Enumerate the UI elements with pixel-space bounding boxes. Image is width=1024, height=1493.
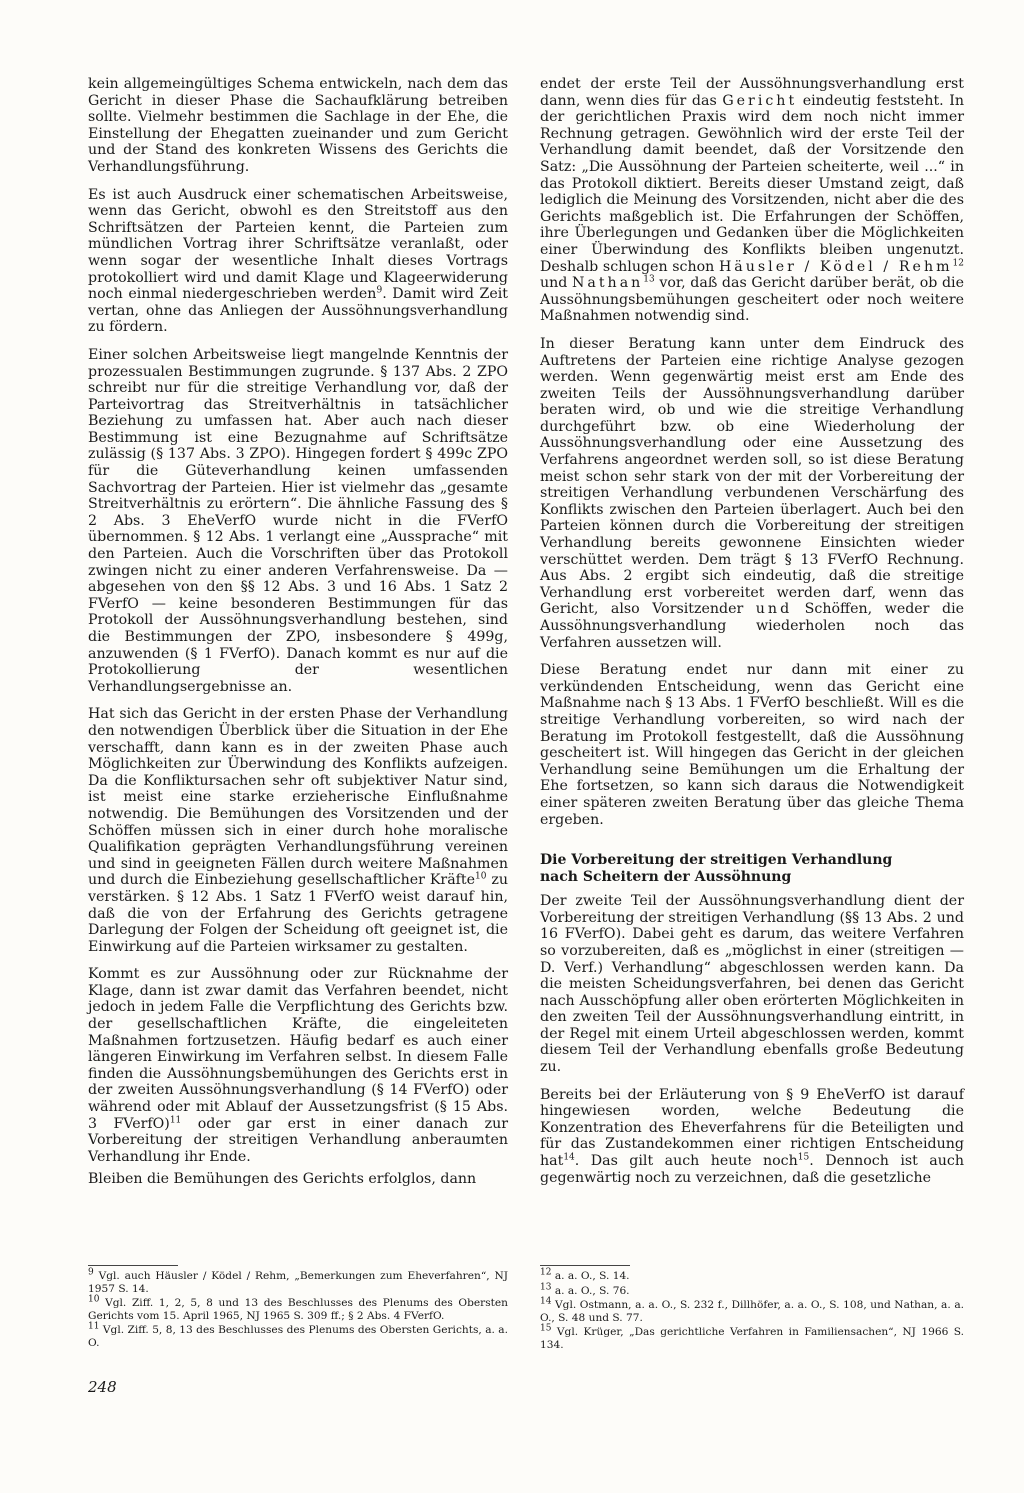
footnote-divider (540, 1265, 630, 1266)
paragraph: Hat sich das Gericht in der ersten Phase der Verhandlung den notwendigen Überblick über die Situation in der Ehe verschafft, dann kann es in der zweiten Phase auch Möglichkeiten zur Überwindung des Konflikts aufzeigen. Da die Konfliktursachen sehr oft subjektiver Natur sind, ist meist eine starke erzieherische Einflußnahme notwendig. Die Bemühungen des Vorsitzenden und der Schöffen müssen sich in einer durch hohe moralische Qualifikation geprägten Verhandlungsführung vereinen und sind in geeigneten Fällen durch weitere Maßnahmen und durch die Einbeziehung gesellschaftlicher Kräfte$^{10}$ zu verstärken. § 12 Abs. 1 Satz 1 FVerfO weist darauf hin, daß die von der Erfahrung des Gerichts getragene Darlegung der Folgen der Scheidung oft geeignet ist, die Einwirkung auf die Parteien wirksamer zu gestalten. (88, 706, 509, 955)
footnote-ref[interactable]: 15 (797, 1152, 810, 1163)
footnote: $^9$ Vgl. auch Häusler / Ködel / Rehm, „Bemerkungen zum Eheverfahren“, NJ 1957 S. 14. (88, 1267, 508, 1295)
footnote-ref[interactable]: 12 (952, 257, 964, 268)
paragraph: Bereits bei der Erläuterung von § 9 EheVerfO ist darauf hingewiesen worden, welche Bedeutung die Konzentration des Eheverfahrens für die Beteiligten und für das Zustandekommen einer richtigen Entscheidung hat$^{14}$. Das gilt auch heute noch$^{15}$. Dennoch ist auch gegenwärtig noch zu verzeichnen, daß die gesetzliche (540, 1086, 964, 1186)
footnote: $^{11}$ Vgl. Ziff. 5, 8, 13 des Beschlusses des Plenums des Obersten Gerichts, a. a. O. (88, 1321, 508, 1349)
footnotes-left (88, 1267, 508, 1352)
footnotes-right (540, 1267, 964, 1354)
paragraph: Diese Beratung endet nur dann mit einer zu verkündenden Entscheidung, wenn das Gericht eine Maßnahme nach § 13 Abs. 1 FVerfO beschließt. Will es die streitige Verhandlung vorbereiten, so wird nach der Beratung im Protokoll festgestellt, daß die Aussöhnung gescheitert ist. Will hingegen das Gericht in der gleichen Verhandlung seine Bemühungen um die Erhaltung der Ehe fortsetzen, so kann sich daraus die Notwendigkeit einer späteren zweiten Beratung über das gleiche Thema ergeben. (540, 662, 964, 828)
paragraph: kein allgemeingültiges Schema entwickeln, nach dem das Gericht in dieser Phase die Sachaufklärung betreiben sollte. Vielmehr bestimmen die Sachlage in der Ehe, die Einstellung der Ehegatten zueinander und zum Gericht und der Stand des konkreten Wissens des Gerichts die Verhandlungsführung. (88, 76, 508, 175)
paragraph: Es ist auch Ausdruck einer schematischen Arbeitsweise, wenn das Gericht, obwohl es den Streitstoff aus den Schriftsätzen der Parteien kennt, die Parteien zum mündlichen Vortrag ihrer Schriftsätze veranlaßt, oder wenn sogar der wesentliche Inhalt dieses Vortrags protokolliert wird und damit Klage und Klageerwiderung noch einmal niedergeschrieben werden$^9$. Damit wird Zeit vertan, ohne das Anliegen der Aussöhnungsverhandlung zu fördern. (88, 186, 508, 336)
footnote: $^{14}$ Vgl. Ostmann, a. a. O., S. 232 f., Dillhöfer, a. a. O., S. 108, und Nathan, a. a. O., S. 48 und S. 77. (540, 1296, 964, 1324)
right-column (540, 76, 964, 1197)
footnote-ref[interactable]: 13 (643, 274, 655, 285)
footnote: $^{10}$ Vgl. Ziff. 1, 2, 5, 8 und 13 des Beschlusses des Plenums des Obersten Gerichts vom 15. April 1965, NJ 1965 S. 309 ff.; § 2 Abs. 4 FVerfO. (88, 1294, 508, 1322)
section-heading: Die Vorbereitung der streitigen Verhandlung nach Scheitern der Aussöhnung (540, 852, 893, 886)
footnote-divider (88, 1265, 178, 1266)
paragraph: Einer solchen Arbeitsweise liegt mangelnde Kenntnis der prozessualen Bestimmungen zugrunde. § 137 Abs. 2 ZPO schreibt nur für die streitige Verhandlung vor, daß der Parteivortrag das Streitverhältnis in tatsächlicher Beziehung zu umfassen hat. Aber auch nach dieser Bestimmung ist eine Bezugnahme auf Schriftsätze zulässig (§ 137 Abs. 3 ZPO). Hingegen fordert § 499c ZPO für die Güteverhandlung keinen umfassenden Sachvortrag der Parteien. Hier ist vielmehr das „gesamte Streitverhältnis zu erörtern“. Die ähnliche Fassung des § 2 Abs. 3 EheVerfO wurde nicht in die FVerfO übernommen. § 12 Abs. 1 verlangt eine „Aussprache“ mit den Parteien. Auch die Vorschriften über das Protokoll zwingen nicht zu einer anderen Verfahrensweise. Da — abgesehen von den §§ 12 Abs. 3 und 16 Abs. 1 Satz 2 FVerfO — keine besonderen Bestimmungen für das Protokoll der Aussöhnungsverhandlung bestehen, sind die Bestimmungen der ZPO, insbesondere § 499g, anzuwenden (§ 1 FVerfO). Danach kommt es nur auf die Protokollierung der wesentlichen Verhandlungsergebnisse an. (88, 346, 508, 695)
paragraph: endet der erste Teil der Aussöhnungsverhandlung erst dann, wenn dies für das Gericht eindeutig feststeht. In der gerichtlichen Praxis wird dem noch nicht immer Rechnung getragen. Gewöhnlich wird der erste Teil der Verhandlung damit beendet, daß der Vorsitzende den Satz: „Die Aussöhnung der Parteien scheiterte, weil ...“ in das Protokoll diktiert. Bereits dieser Umstand zeigt, daß lediglich die Meinung des Vorsitzenden, nicht aber die des Gerichts maßgeblich ist. Die Erfahrungen der Schöffen, ihre Überlegungen und Gedanken über die Möglichkeiten einer Überwindung des Konflikts bleiben ungenutzt. Deshalb schlugen schon Häusler / Ködel / Rehm$^{12}$ und Nathan$^{13}$ vor, daß das Gericht darüber berät, ob die Aussöhnungsbemühungen gescheitert oder noch weitere Maßnahmen notwendig sind. (540, 76, 964, 325)
paragraph: Bleiben die Bemühungen des Gerichts erfolglos, dann (88, 1171, 477, 1188)
footnote: $^{15}$ Vgl. Krüger, „Das gerichtliche Verfahren in Familiensachen“, NJ 1966 S. 134. (540, 1323, 964, 1351)
page-number: 248 (88, 1378, 117, 1396)
paragraph: In dieser Beratung kann unter dem Eindruck des Auftretens der Parteien eine richtige Analyse gezogen werden. Wenn gegenwärtig meist erst am Ende des zweiten Teils der Aussöhnungsverhandlung darüber beraten wird, ob und wie die streitige Verhandlung durchgeführt bzw. ob eine Wiederholung der Aussöhnungsverhandlung oder eine Aussetzung des Verfahrens angeordnet werden soll, so ist diese Beratung meist schon sehr stark von der mit der Vorbereitung der streitigen Verhandlung verbundenen Verschärfung des Konflikts zwischen den Parteien überlagert. Auch bei den Parteien können durch die Vorbereitung der streitigen Verhandlung bereits gewonnene Einsichten wieder verschüttet werden. Dem trägt § 13 FVerfO Rechnung. Aus Abs. 2 ergibt sich eindeutig, daß die streitige Verhandlung erst vorbereitet werden darf, wenn das Gericht, also Vorsitzender und Schöffen, weder die Aussöhnungsverhandlung wiederholen noch das Verfahren aussetzen will. (540, 335, 965, 651)
paragraph: Der zweite Teil der Aussöhnungsverhandlung dient der Vorbereitung der streitigen Verhandlung (§§ 13 Abs. 2 und 16 FVerfO). Dabei geht es darum, das weitere Verfahren so vorzubereiten, daß es „möglichst in einer (streitigen — D. Verf.) Verhandlung“ abgeschlossen werden kann. Da die meisten Scheidungsverfahren, bei denen das Gericht nach Ausschöpfung aller oben erörterten Möglichkeiten in den zweiten Teil der Aussöhnungsverhandlung eintritt, in der Regel mit einem Urteil abgeschlossen werden, kommt diesem Teil der Verhandlung ebenfalls große Bedeutung zu. (540, 893, 964, 1076)
footnote-ref[interactable]: 11 (169, 1114, 182, 1125)
footnote-ref[interactable]: 14 (563, 1152, 575, 1163)
footnote-ref[interactable]: 9 (376, 285, 383, 296)
footnote: $^{12}$ a. a. O., S. 14. (540, 1267, 630, 1282)
footnote-ref[interactable]: 10 (475, 871, 487, 882)
paragraph: Kommt es zur Aussöhnung oder zur Rücknahme der Klage, dann ist zwar damit das Verfahren beendet, nicht jedoch in jedem Falle die Verpflichtung des Gerichts bzw. der gesellschaftlichen Kräfte, die eingeleiteten Maßnahmen fortzusetzen. Häufig bedarf es auch einer längeren Einwirkung im Verfahren selbst. In diesem Falle finden die Aussöhnungsbemühungen des Gerichts erst in der zweiten Aussöhnungsverhandlung (§ 14 FVerfO) oder während oder mit Ablauf der Aussetzungsfrist (§ 15 Abs. 3 FVerfO)$^{11}$ oder gar erst in einer danach zur Vorbereitung der streitigen Verhandlung anberaumten Verhandlung ihr Ende. (88, 966, 509, 1165)
left-column (88, 76, 508, 1199)
footnote: $^{13}$ a. a. O., S. 76. (540, 1282, 630, 1297)
